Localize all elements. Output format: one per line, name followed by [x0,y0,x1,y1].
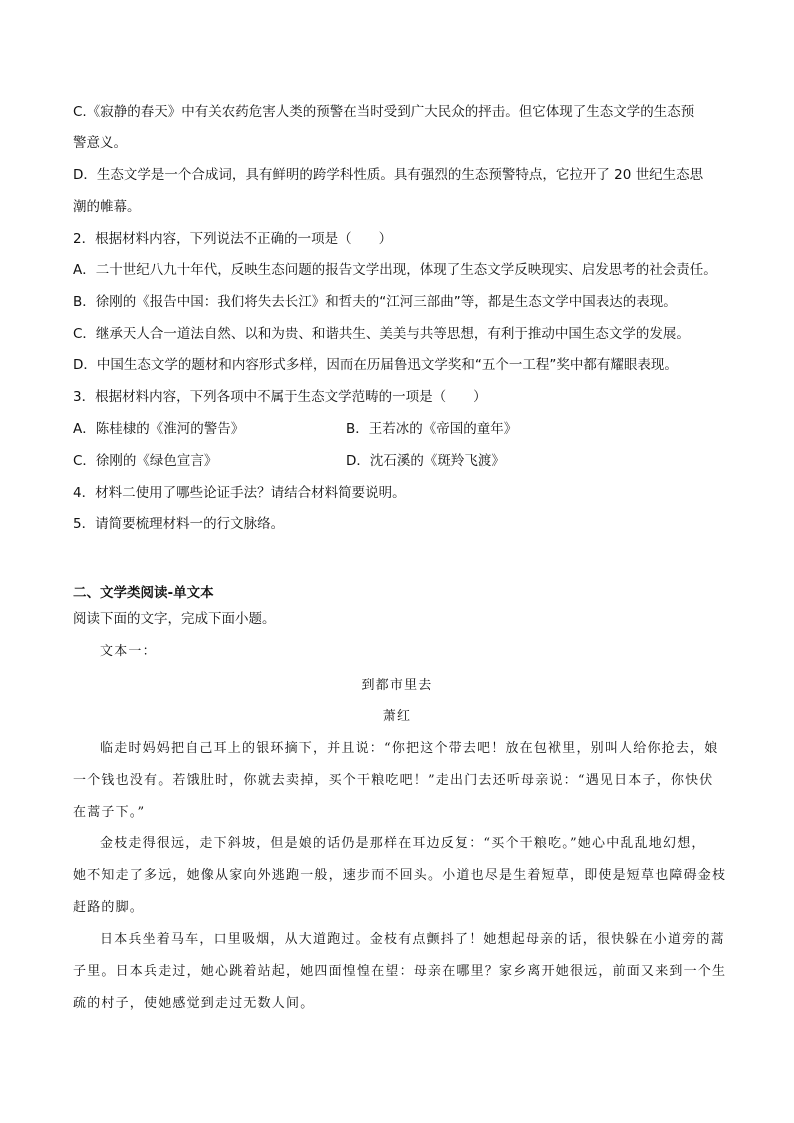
q3-option-c: C．徐刚的《绿色宣言》 [73,453,218,469]
q1-option-d-line2: 潮的帷幕。 [73,199,141,215]
q1-option-d-line1: D．生态文学是一个合成词，具有鲜明的跨学科性质。具有强烈的生态预警特点，它拉开了 20 世纪生态思 [73,167,704,183]
q3-option-a: A．陈桂棣的《淮河的警告》 [73,421,245,437]
q2-option-c: C．继承天人合一道法自然、以和为贵、和谐共生、美美与共等思想，有利于推动中国生态文学的发展。 [73,326,690,342]
paragraph1-line3: 在蒿子下。” [73,805,146,820]
paragraph3-line3: 疏的村子，使她感觉到走过无数人间。 [73,996,315,1011]
q3-stem: 3．根据材料内容，下列各项中不属于生态文学范畴的一项是（ ） [73,389,487,405]
q1-option-c-line1: C.《寂静的春天》中有关农药危害人类的预警在当时受到广大民众的抨击。但它体现了生态文学的生态预 [73,104,695,120]
paragraph1-line2: 一个钱也没有。若饿肚时，你就去卖掉，买个干粮吃吧！”走出门去还听母亲说：“遇见日本子，你快伏 [73,773,714,788]
q3-options-row2 [73,452,505,470]
q2-stem: 2．根据材料内容，下列说法不正确的一项是（ ） [73,231,393,247]
story-author: 萧红 [382,709,412,724]
paragraph2-line3: 赶路的脚。 [73,900,145,915]
q3-options-row1 [73,420,518,438]
paragraph3-line1: 日本兵坐着马车，口里吸烟，从大道跑过。金枝有点颤抖了！她想起母亲的话，很快躲在小道旁的蒿 [100,932,725,947]
q2-option-d: D．中国生态文学的题材和内容形式多样，因而在历届鲁迅文学奖和“五个一工程”奖中都有耀眼表现。 [73,357,678,373]
section2-heading: 二、文学类阅读-单文本 [73,585,214,601]
q5: 5．请简要梳理材料一的行文脉络。 [73,516,285,532]
q4: 4．材料二使用了哪些论证手法？请结合材料简要说明。 [73,485,406,501]
paragraph1-line1: 临走时妈妈把自己耳上的银环摘下，并且说：“你把这个带去吧！放在包袱里，别叫人给你抢去，娘 [100,741,719,756]
section2-instruction: 阅读下面的文字，完成下面小题。 [73,611,276,627]
q2-option-a: A．二十世纪八九十年代，反映生态问题的报告文学出现，体现了生态文学反映现实、启发思考的社会责任。 [73,262,717,278]
q3-option-d: D．沈石溪的《斑羚飞渡》 [346,453,505,469]
text-label: 文本一： [100,644,157,659]
q3-option-b: B．王若冰的《帝国的童年》 [346,421,518,437]
q1-option-c-line2: 警意义。 [73,135,127,151]
q2-option-b: B．徐刚的《报告中国：我们将失去长江》和哲夫的“江河三部曲”等，都是生态文学中国表达的表现。 [73,294,677,310]
paragraph2-line1: 金枝走得很远，走下斜坡，但是娘的话仍是那样在耳边反复：“买个干粮吃。”她心中乱乱地幻想， [100,836,706,851]
paragraph3-line2: 子里。日本兵走过，她心跳着站起，她四面惶惶在望：母亲在哪里？家乡离开她很远，前面又来到一个生 [73,964,727,979]
paragraph2-line2: 她不知走了多远，她像从家向外逃跑一般，速步而不回头。小道也尽是生着短草，即使是短草也障碍金枝 [73,868,727,883]
story-title: 到都市里去 [361,678,433,693]
